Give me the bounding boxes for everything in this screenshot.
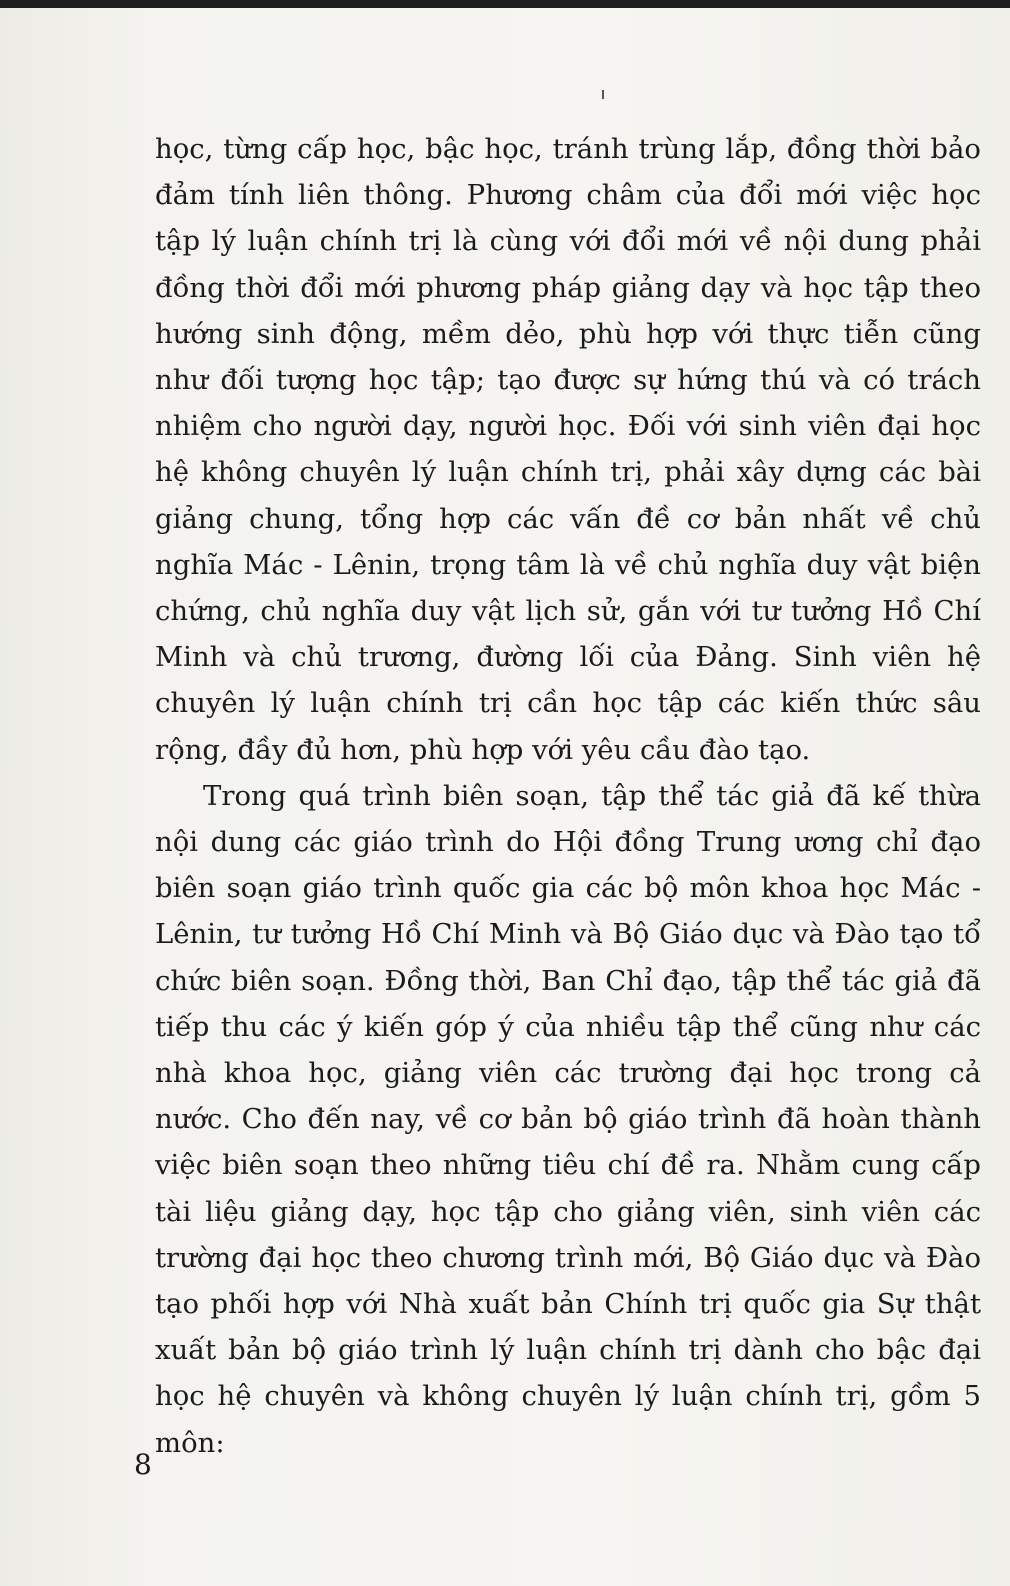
scan-top-edge xyxy=(0,0,1010,8)
book-page xyxy=(0,8,1010,1586)
paragraph-compilation: Trong quá trình biên soạn, tập thể tác giả đã kế thừa nội dung các giáo trình do Hội đồng Trung ương chỉ đạo biên soạn giáo trình quốc gia các bộ môn khoa học Mác - Lênin, tư tưởng Hồ Chí Minh và Bộ Giáo dục và Đào tạo tổ chức biên soạn. Đồng thời, Ban Chỉ đạo, tập thể tác giả đã tiếp thu các ý kiến góp ý của nhiều tập thể cũng như các nhà khoa học, giảng viên các trường đại học trong cả nước. Cho đến nay, về cơ bản bộ giáo trình đã hoàn thành việc biên soạn theo những tiêu chí đề ra. Nhằm cung cấp tài liệu giảng dạy, học tập cho giảng viên, sinh viên các trường đại học theo chương trình mới, Bộ Giáo dục và Đào tạo phối hợp với Nhà xuất bản Chính trị quốc gia Sự thật xuất bản bộ giáo trình lý luận chính trị dành cho bậc đại học hệ chuyên và không chuyên lý luận chính trị, gồm 5 môn: xyxy=(155,779,981,1459)
print-mark xyxy=(602,90,604,99)
page-number: 8 xyxy=(134,1448,152,1481)
paragraph-continued: học, từng cấp học, bậc học, tránh trùng lắp, đồng thời bảo đảm tính liên thông. Phương châm của đổi mới việc học tập lý luận chính trị là cùng với đổi mới về nội dung phải đồng thời đổi mới phương pháp giảng dạy và học tập theo hướng sinh động, mềm dẻo, phù hợp với thực tiễn cũng như đối tượng học tập; tạo được sự hứng thú và có trách nhiệm cho người dạy, người học. Đối với sinh viên đại học hệ không chuyên lý luận chính trị, phải xây dựng các bài giảng chung, tổng hợp các vấn đề cơ bản nhất về chủ nghĩa Mác - Lênin, trọng tâm là về chủ nghĩa duy vật biện chứng, chủ nghĩa duy vật lịch sử, gắn với tư tưởng Hồ Chí Minh và chủ trương, đường lối của Đảng. Sinh viên hệ chuyên lý luận chính trị cần học tập các kiến thức sâu rộng, đầy đủ hơn, phù hợp với yêu cầu đào tạo. xyxy=(155,133,981,766)
body-text xyxy=(155,126,981,1466)
